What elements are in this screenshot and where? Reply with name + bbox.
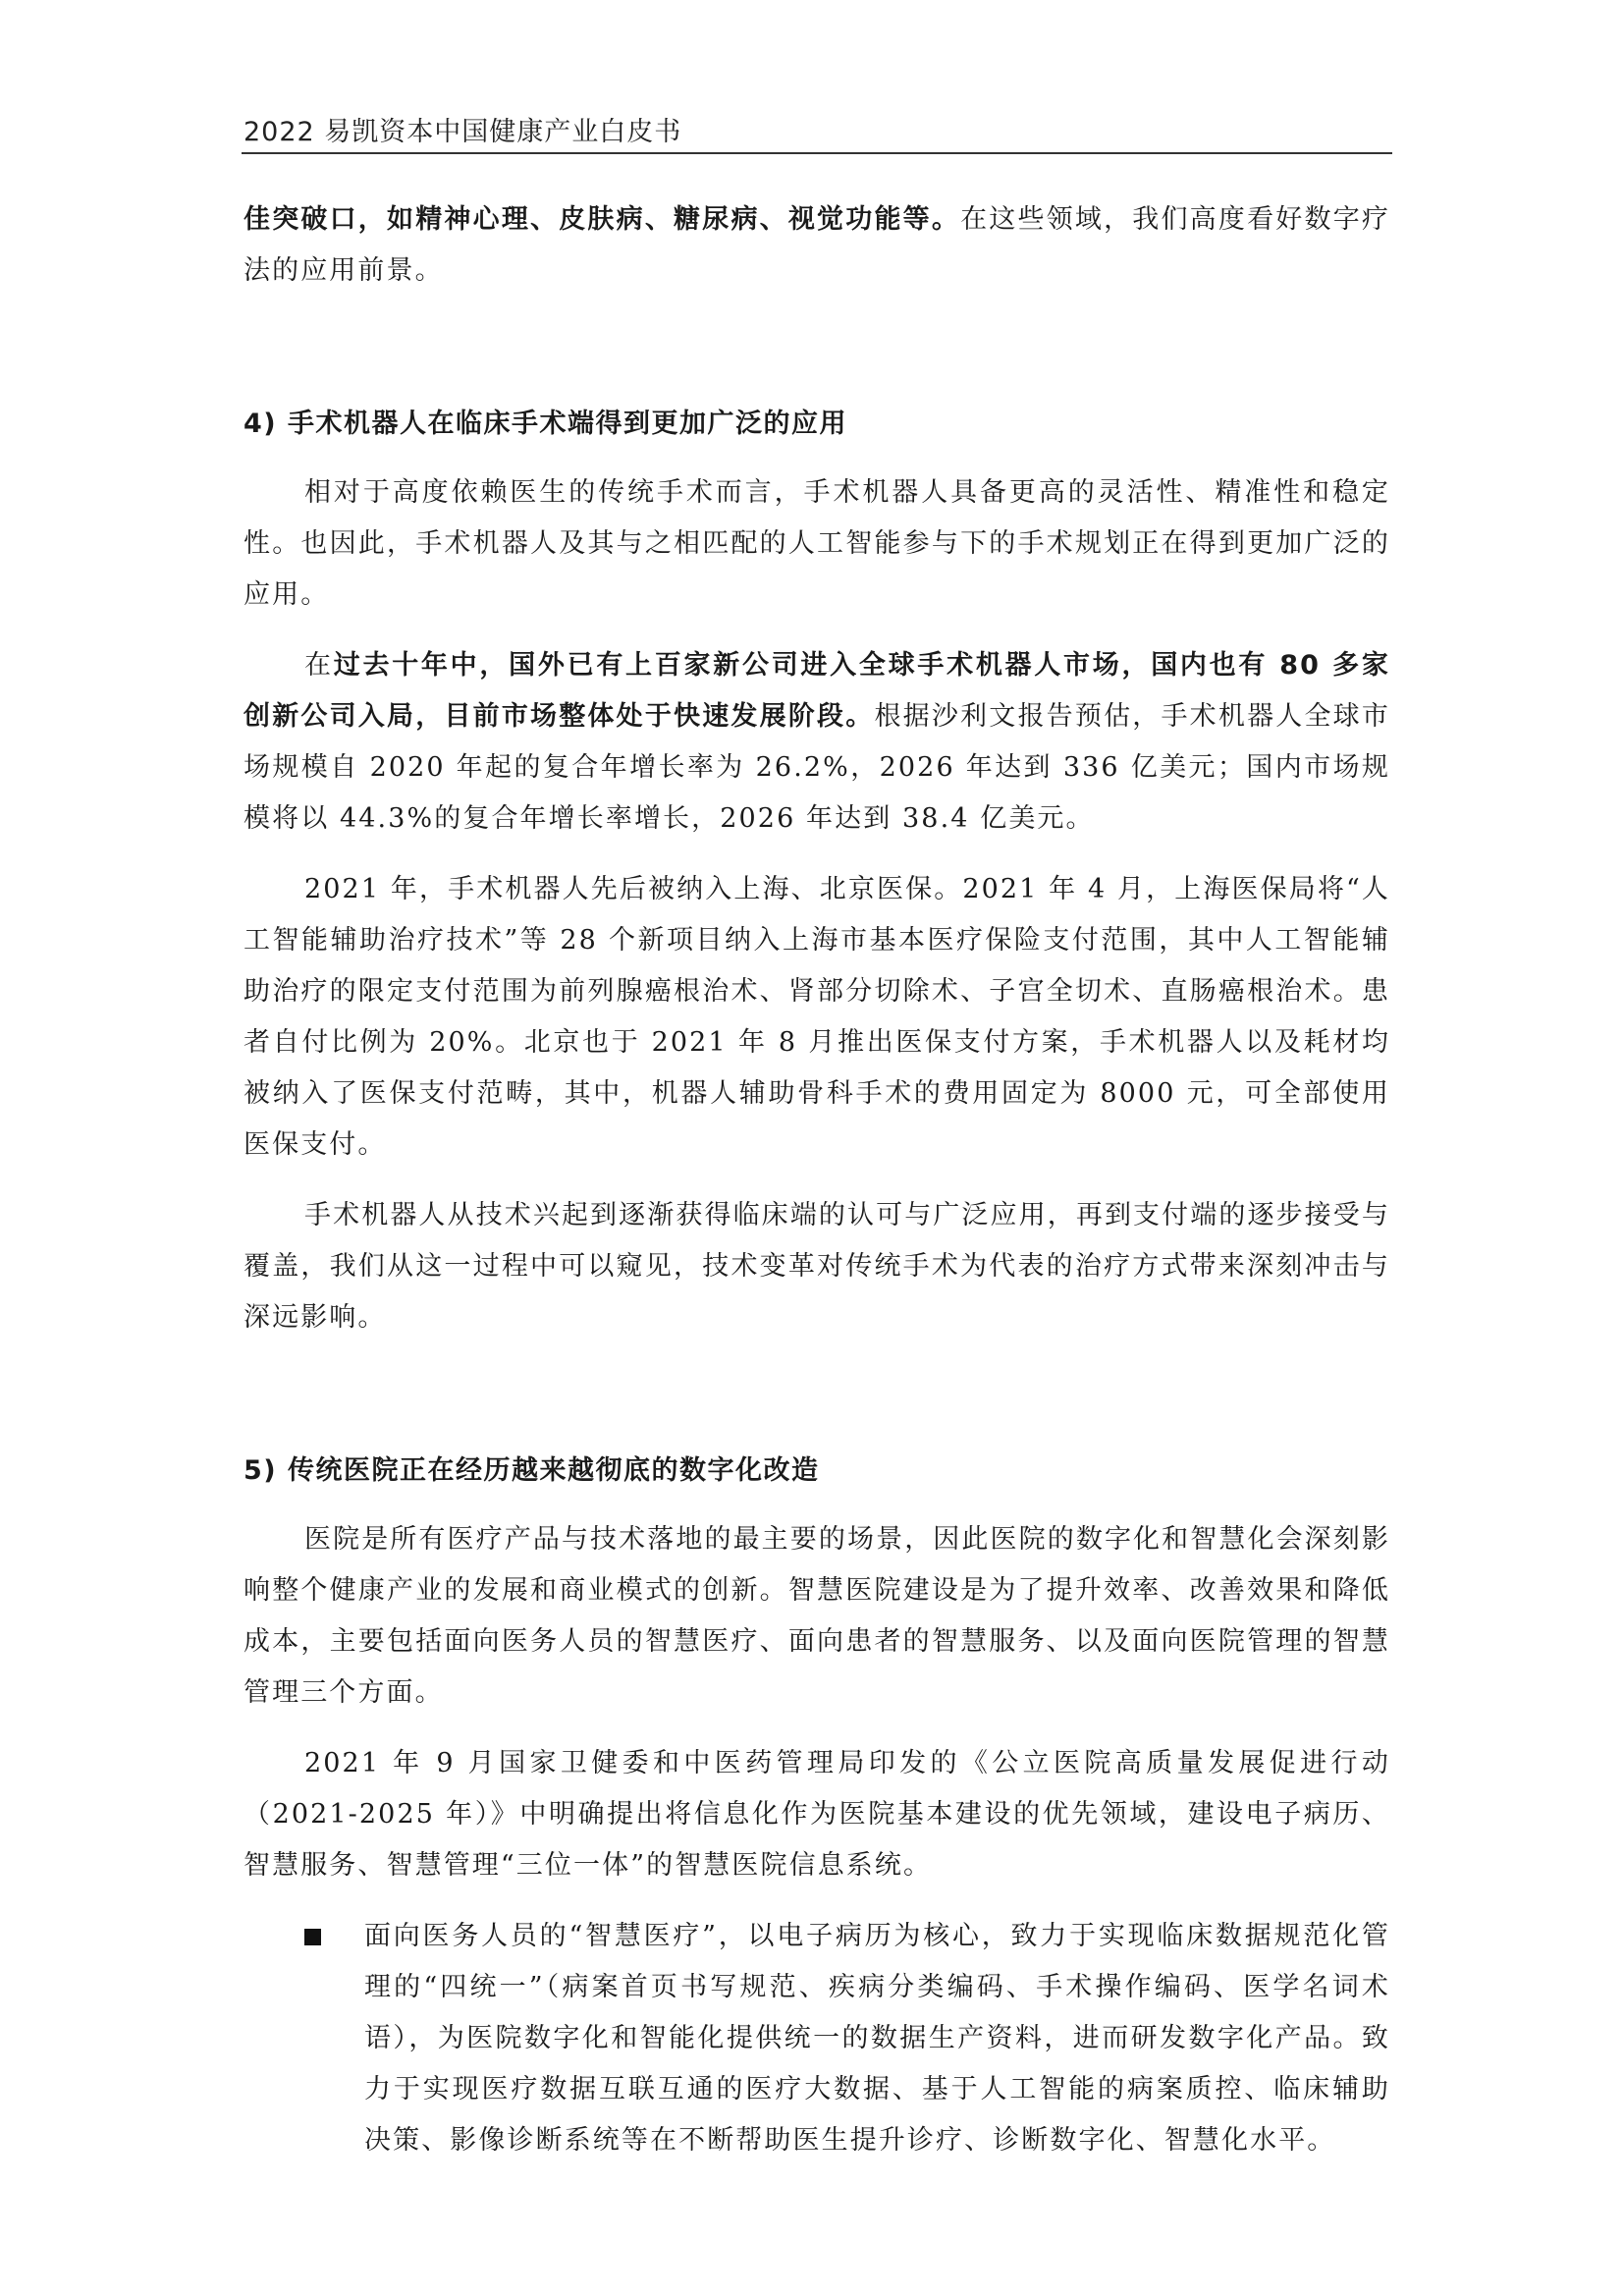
paragraph-continued (243, 194, 1390, 297)
paragraph-text: 根据沙利文报告预估，手术机器人全球市场规模自 2020 年起的复合年增长率为 26.2%，2026 年达到 336 亿美元；国内市场规模将以 44.3%的复合年增长率增长，2026 年达到 38.4 亿美元。 (243, 701, 1390, 834)
page-body (243, 194, 1390, 2166)
paragraph-surgical-robot-impact: 手术机器人从技术兴起到逐渐获得临床端的认可与广泛应用，再到支付端的逐步接受与覆盖，我们从这一过程中可以窥见，技术变革对传统手术为代表的治疗方式带来深刻冲击与深远影响。 (243, 1200, 1390, 1333)
section-heading-5: 5) 传统医院正在经历越来越彻底的数字化改造 (243, 1455, 820, 1486)
paragraph-market-growth (243, 640, 1390, 845)
paragraph-insurance-coverage: 2021 年，手术机器人先后被纳入上海、北京医保。2021 年 4 月，上海医保局将“人工智能辅助治疗技术”等 28 个新项目纳入上海市基本医疗保险支付范围，其中人工智能辅助治疗的限定支付范围为前列腺癌根治术、肾部分切除术、子宫全切术、直肠癌根治术。患者自付比例为 20%。北京也于 2021 年 8 月推出医保支付方案，手术机器人以及耗材均被纳入了医保支付范畴，其中，机器人辅助骨科手术的费用固定为 8000 元，可全部使用医保支付。 (243, 874, 1390, 1160)
paragraph-lead: 在 (304, 650, 334, 681)
square-bullet-icon (304, 1929, 321, 1945)
header-divider (242, 152, 1392, 154)
paragraph-smart-hospital: 医院是所有医疗产品与技术落地的最主要的场景，因此医院的数字化和智慧化会深刻影响整个健康产业的发展和商业模式的创新。智慧医院建设是为了提升效率、改善效果和降低成本，主要包括面向医务人员的智慧医疗、面向患者的智慧服务、以及面向医院管理的智慧管理三个方面。 (243, 1524, 1390, 1708)
paragraph-surgical-robot-intro: 相对于高度依赖医生的传统手术而言，手术机器人具备更高的灵活性、精准性和稳定性。也因此，手术机器人及其与之相匹配的人工智能参与下的手术规划正在得到更加广泛的应用。 (243, 477, 1390, 610)
bold-text: 佳突破口，如精神心理、皮肤病、糖尿病、视觉功能等。 (243, 204, 961, 235)
paragraph-policy: 2021 年 9 月国家卫健委和中医药管理局印发的《公立医院高质量发展促进行动（2021-2025 年）》中明确提出将信息化作为医院基本建设的优先领域，建设电子病历、智慧服务、智慧管理“三位一体”的智慧医院信息系统。 (243, 1748, 1390, 1881)
running-header-title: 2022 易凯资本中国健康产业白皮书 (243, 117, 682, 147)
bullet-text: 面向医务人员的“智慧医疗”，以电子病历为核心，致力于实现临床数据规范化管理的“四统一”（病案首页书写规范、疾病分类编码、手术操作编码、医学名词术语），为医院数字化和智能化提供统一的数据生产资料，进而研发数字化产品。致力于实现医疗数据互联互通的医疗大数据、基于人工智能的病案质控、临床辅助决策、影像诊断系统等在不断帮助医生提升诊疗、诊断数字化、智慧化水平。 (364, 1921, 1390, 2156)
bold-text: 过去十年中，国外已有上百家新公司进入全球手术机器人市场，国内也有 80 多家创新公司入局，目前市场整体处于快速发展阶段。 (243, 650, 1390, 732)
bullet-item (304, 1911, 1390, 2166)
section-heading-4: 4) 手术机器人在临床手术端得到更加广泛的应用 (243, 409, 848, 439)
paragraph-text: 在这些领域，我们高度看好数字疗法的应用前景。 (243, 204, 1390, 286)
